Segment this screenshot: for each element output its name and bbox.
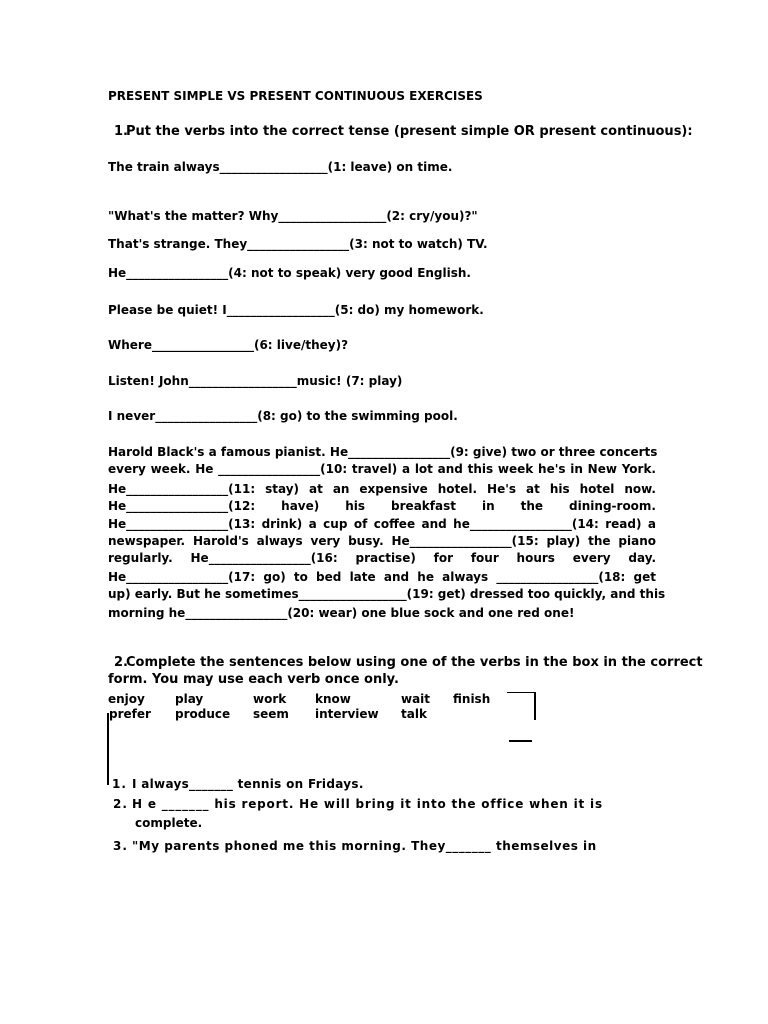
box-bottom-mark [509, 740, 532, 742]
paragraph-line-5: He_________________(13: drink) a cup of coffee and he_________________(14: read) a [108, 517, 656, 531]
section2-item-1-text: I always_______ tennis on Fridays. [132, 777, 364, 791]
section2-number: 2. [114, 655, 128, 670]
exercise-item-2: "What's the matter? Why__________________(2: cry/you)?" [108, 209, 478, 223]
box-top-line [507, 692, 534, 693]
verb-know: know [315, 692, 351, 706]
section2-item-2-continuation: complete. [135, 816, 203, 830]
exercise-item-1: The train always__________________(1: leave) on time. [108, 160, 453, 174]
exercise-item-8: I never_________________(8: go) to the swimming pool. [108, 409, 458, 423]
verb-enjoy: enjoy [108, 692, 145, 706]
paragraph-line-10: morning he_________________(20: wear) one blue sock and one red one! [108, 606, 575, 620]
section2-item-3-number: 3. [113, 839, 128, 853]
exercise-item-7: Listen! John__________________music! (7: play) [108, 374, 403, 388]
section2-instruction-line-2: form. You may use each verb once only. [108, 672, 399, 687]
verb-talk: talk [401, 707, 427, 721]
verb-seem: seem [253, 707, 289, 721]
paragraph-line-8: He_________________(17: go) to bed late and he always _________________(18: get [108, 570, 656, 584]
verb-produce: produce [175, 707, 231, 721]
section2-instruction-line-1: Complete the sentences below using one of the verbs in the box in the correct [126, 655, 703, 670]
exercise-item-6: Where_________________(6: live/they)? [108, 338, 349, 352]
paragraph-line-9: up) early. But he sometimes__________________(19: get) dressed too quickly, and this [108, 587, 666, 601]
verb-interview: interview [315, 707, 379, 721]
exercise-item-3: That's strange. They_________________(3: not to watch) TV. [108, 237, 488, 251]
section2-item-2-number: 2. [113, 797, 128, 811]
verb-work: work [253, 692, 287, 706]
paragraph-line-4: He_________________(12: have) his breakfast in the dining-room. [108, 499, 656, 513]
paragraph-line-6: newspaper. Harold's always very busy. He_________________(15: play) the piano [108, 534, 656, 548]
box-right-line [534, 692, 536, 720]
paragraph-line-2: every week. He _________________(10: travel) a lot and this week he's in New York. [108, 462, 656, 476]
section2-item-1-number: 1. [112, 777, 127, 791]
section1-instruction: Put the verbs into the correct tense (present simple OR present continuous): [126, 124, 693, 139]
verb-finish: finish [453, 692, 491, 706]
section2-item-3-text: "My parents phoned me this morning. They_______ themselves in [132, 839, 597, 853]
paragraph-line-7: regularly. He_________________(16: practise) for four hours every day. [108, 551, 656, 565]
paragraph-line-3: He_________________(11: stay) at an expensive hotel. He's at his hotel now. [108, 482, 656, 496]
exercise-item-4: He_________________(4: not to speak) very good English. [108, 266, 471, 280]
exercise-item-5: Please be quiet! I__________________(5: do) my homework. [108, 303, 484, 317]
verb-prefer: prefer [109, 707, 151, 721]
box-left-line [107, 713, 109, 785]
section2-item-2-text: H e _______ his report. He will bring it into the office when it is [132, 797, 603, 811]
page-title: PRESENT SIMPLE VS PRESENT CONTINUOUS EXERCISES [108, 89, 483, 103]
paragraph-line-1: Harold Black's a famous pianist. He_________________(9: give) two or three concerts [108, 445, 658, 459]
section1-number: 1. [114, 124, 128, 139]
verb-wait: wait [401, 692, 431, 706]
verb-play: play [175, 692, 204, 706]
